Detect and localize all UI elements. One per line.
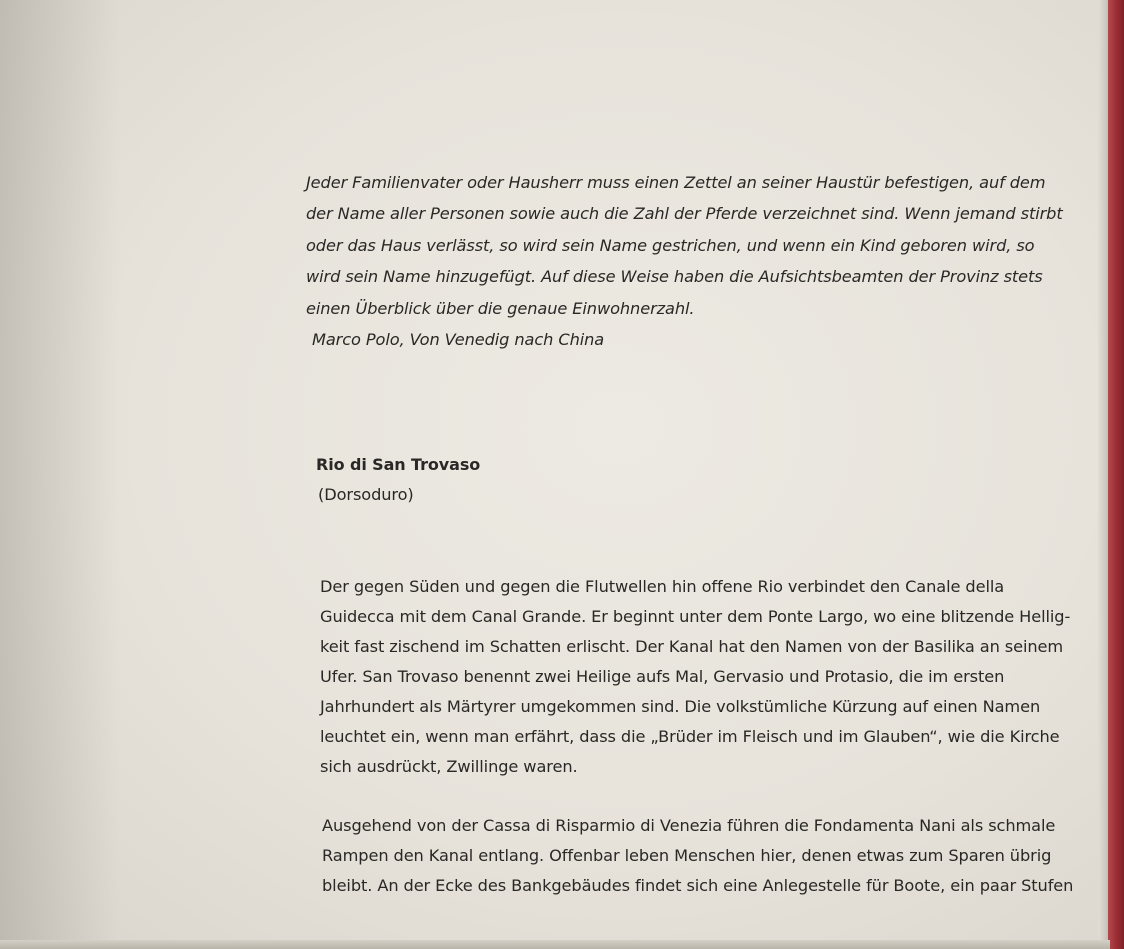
body-line: Jahrhundert als Märtyrer umgekommen sind. Die volkstümliche Kürzung auf einen Namen [320, 697, 1041, 716]
body-line: Ausgehend von der Cassa di Risparmio di Venezia führen die Fondamenta Nani als schmale [322, 816, 1056, 835]
gutter-shadow [0, 0, 120, 949]
body-line: Guidecca mit dem Canal Grande. Er beginnt unter dem Ponte Largo, wo eine blitzende Hellig- [320, 607, 1071, 626]
body-line: Der gegen Süden und gegen die Flutwellen hin offene Rio verbindet den Canale della [320, 577, 1005, 596]
body-line: keit fast zischend im Schatten erlischt. Der Kanal hat den Namen von der Basilika an seinem [320, 637, 1064, 656]
quote-line: oder das Haus verlässt, so wird sein Name gestrichen, und wenn ein Kind geboren wird, so [306, 236, 1035, 255]
book-cover-edge [1108, 0, 1124, 949]
body-line: bleibt. An der Ecke des Bankgebäudes findet sich eine Anlegestelle für Boote, ein paar Stufen [322, 876, 1074, 895]
quote-line: der Name aller Personen sowie auch die Zahl der Pferde verzeichnet sind. Wenn jemand stirbt [306, 204, 1063, 223]
body-line: Rampen den Kanal entlang. Offenbar leben Menschen hier, denen etwas zum Sparen übrig [322, 846, 1052, 865]
body-line: sich ausdrückt, Zwillinge waren. [320, 757, 578, 776]
quote-attribution: Marco Polo, Von Venedig nach China [312, 330, 605, 349]
section-district: (Dorsoduro) [318, 485, 414, 504]
section-title: Rio di San Trovaso [316, 455, 481, 474]
body-line: leuchtet ein, wenn man erfährt, dass die „Brüder im Fleisch und im Glauben“, wie die Kirche [320, 727, 1060, 746]
body-line: Ufer. San Trovaso benennt zwei Heilige aufs Mal, Gervasio und Protasio, die im ersten [320, 667, 1005, 686]
quote-line: Jeder Familienvater oder Hausherr muss einen Zettel an seiner Haustür befestigen, auf dem [306, 173, 1046, 192]
quote-line: einen Überblick über die genaue Einwohnerzahl. [306, 299, 695, 318]
quote-line: wird sein Name hinzugefügt. Auf diese Weise haben die Aufsichtsbeamten der Provinz stets [306, 267, 1043, 286]
page-bottom-edge [0, 940, 1110, 949]
